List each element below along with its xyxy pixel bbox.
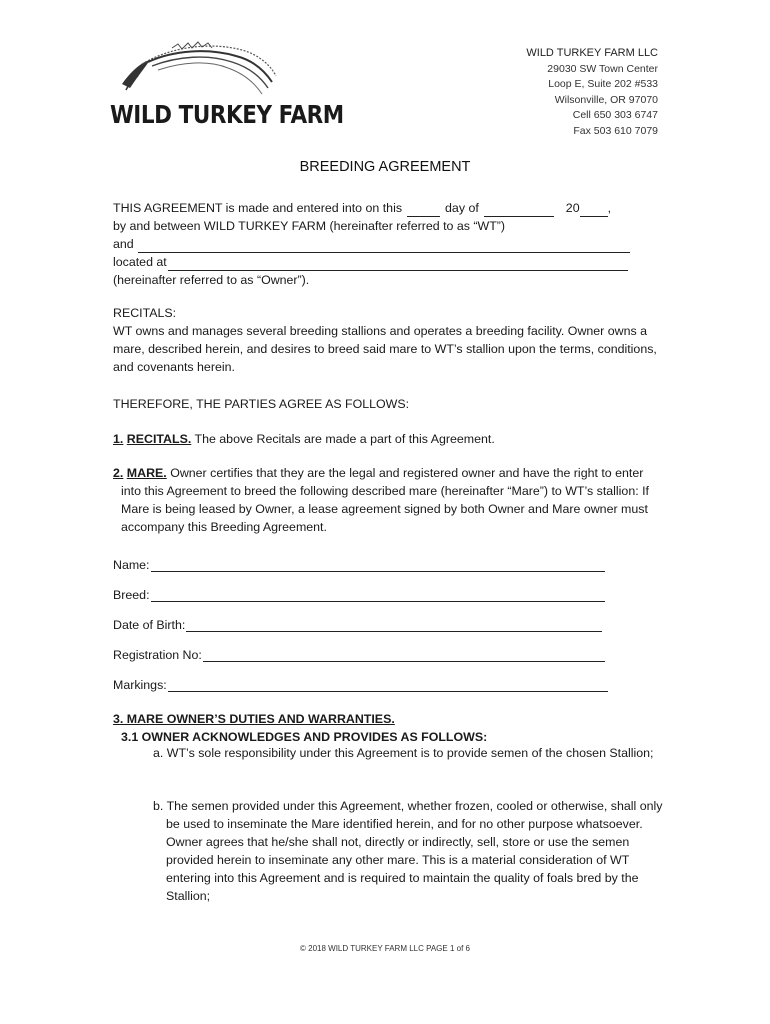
- clause-3-1-b: [153, 797, 666, 905]
- section-2-text: Owner certifies that they are the legal and registered owner and have the right to enter into this Agreement to breed the following described mare (hereinafter “Mare”) to WT’s stallion: If Mare is being leased by Owner, a lease agreement signed by both Owner and Mare owner must accompany this Breeding Agreement.: [121, 466, 649, 534]
- and-label: and: [113, 237, 134, 251]
- recitals-heading: RECITALS:: [113, 306, 177, 320]
- year-prefix: 20: [565, 201, 580, 215]
- markings-label: Markings:: [113, 678, 167, 692]
- clause-a-text: WT’s sole responsibility under this Agreement is to provide semen of the chosen Stallion;: [166, 746, 654, 760]
- year-blank[interactable]: [580, 204, 608, 217]
- section-3-heading-text: 3. MARE OWNER’S DUTIES AND WARRANTIES.: [113, 712, 395, 726]
- section-2-number: 2.: [113, 466, 124, 480]
- cell-phone: Cell 650 303 6747: [572, 109, 658, 121]
- registration-label: Registration No:: [113, 648, 202, 662]
- date-of-birth-line[interactable]: [186, 619, 602, 632]
- section-1-title: RECITALS.: [126, 432, 192, 446]
- registration-line[interactable]: [203, 649, 605, 662]
- intro-text-a: THIS AGREEMENT is made and entered into on this: [113, 201, 403, 215]
- section-1-number: 1.: [113, 432, 124, 446]
- intro-paragraph: [113, 199, 661, 289]
- intro-text-b: day of: [445, 201, 479, 215]
- mare-name-label: Name:: [113, 558, 150, 572]
- intro-comma: ,: [607, 201, 612, 215]
- mare-name-field[interactable]: [113, 558, 605, 572]
- intro-line-3: [113, 235, 661, 253]
- company-address: [526, 46, 658, 139]
- month-blank[interactable]: [484, 204, 554, 217]
- section-3: [113, 710, 661, 746]
- date-of-birth-field[interactable]: [113, 618, 602, 632]
- date-of-birth-label: Date of Birth:: [113, 618, 186, 632]
- therefore-clause: THEREFORE, THE PARTIES AGREE AS FOLLOWS:: [113, 397, 410, 411]
- flying-turkey-swoosh-icon: [112, 40, 282, 100]
- clause-a-label: a.: [153, 746, 164, 760]
- address-line-2: Loop E, Suite 202 #533: [548, 78, 658, 90]
- breed-line[interactable]: [151, 589, 605, 602]
- section-3-heading: [113, 710, 661, 728]
- address-line-1: 29030 SW Town Center: [547, 62, 658, 75]
- recitals-text: WT owns and manages several breeding stallions and operates a breeding facility. Owner owns a mare, described herein, and desires to breed said mare to WT’s stallion upon the terms, conditions, and covenants herein.: [113, 324, 657, 374]
- breed-label: Breed:: [113, 588, 150, 602]
- document-title: BREEDING AGREEMENT: [299, 159, 471, 175]
- intro-line-2: by and between WILD TURKEY FARM (hereinafter referred to as “WT”): [113, 219, 506, 233]
- markings-line[interactable]: [168, 679, 608, 692]
- company-name: WILD TURKEY FARM LLC: [526, 47, 658, 59]
- fax-number: Fax 503 610 7079: [573, 124, 658, 137]
- breed-field[interactable]: [113, 588, 605, 602]
- farm-logo: [108, 40, 344, 136]
- clause-3-1-a: [153, 744, 666, 762]
- intro-line-1: [113, 199, 661, 217]
- day-blank[interactable]: [407, 204, 440, 217]
- markings-field[interactable]: [113, 678, 608, 692]
- section-2: [113, 464, 663, 536]
- section-1: [113, 430, 661, 448]
- clause-b-text: The semen provided under this Agreement, whether frozen, cooled or otherwise, shall only be used to inseminate the Mare identified herein, and for no other purpose whatsoever. Owner agrees that he/she shall not, directly or indirectly, sell, store or use the semen provided herein to inseminate any other mare. This is a material consideration of WT entering into this Agreement and is required to maintain the quality of foals bred by the Stallion;: [166, 799, 663, 903]
- intro-line-4: [113, 253, 661, 271]
- recitals-section: [113, 304, 661, 376]
- section-1-text: The above Recitals are made a part of this Agreement.: [194, 432, 495, 446]
- address-line-3: Wilsonville, OR 97070: [554, 93, 658, 106]
- logo-wordmark: WILD TURKEY FARM: [110, 100, 344, 129]
- location-blank[interactable]: [168, 258, 628, 271]
- intro-line-5: (hereinafter referred to as “Owner”).: [113, 273, 310, 287]
- located-at-label: located at: [113, 255, 167, 269]
- party-name-blank[interactable]: [138, 240, 630, 253]
- section-2-title: MARE.: [126, 466, 167, 480]
- clause-b-label: b.: [153, 799, 164, 813]
- page-footer: © 2018 WILD TURKEY FARM LLC PAGE 1 of 6: [300, 944, 470, 953]
- registration-field[interactable]: [113, 648, 605, 662]
- section-3-1-heading: 3.1 OWNER ACKNOWLEDGES AND PROVIDES AS FOLLOWS:: [121, 730, 488, 744]
- mare-name-line[interactable]: [151, 559, 605, 572]
